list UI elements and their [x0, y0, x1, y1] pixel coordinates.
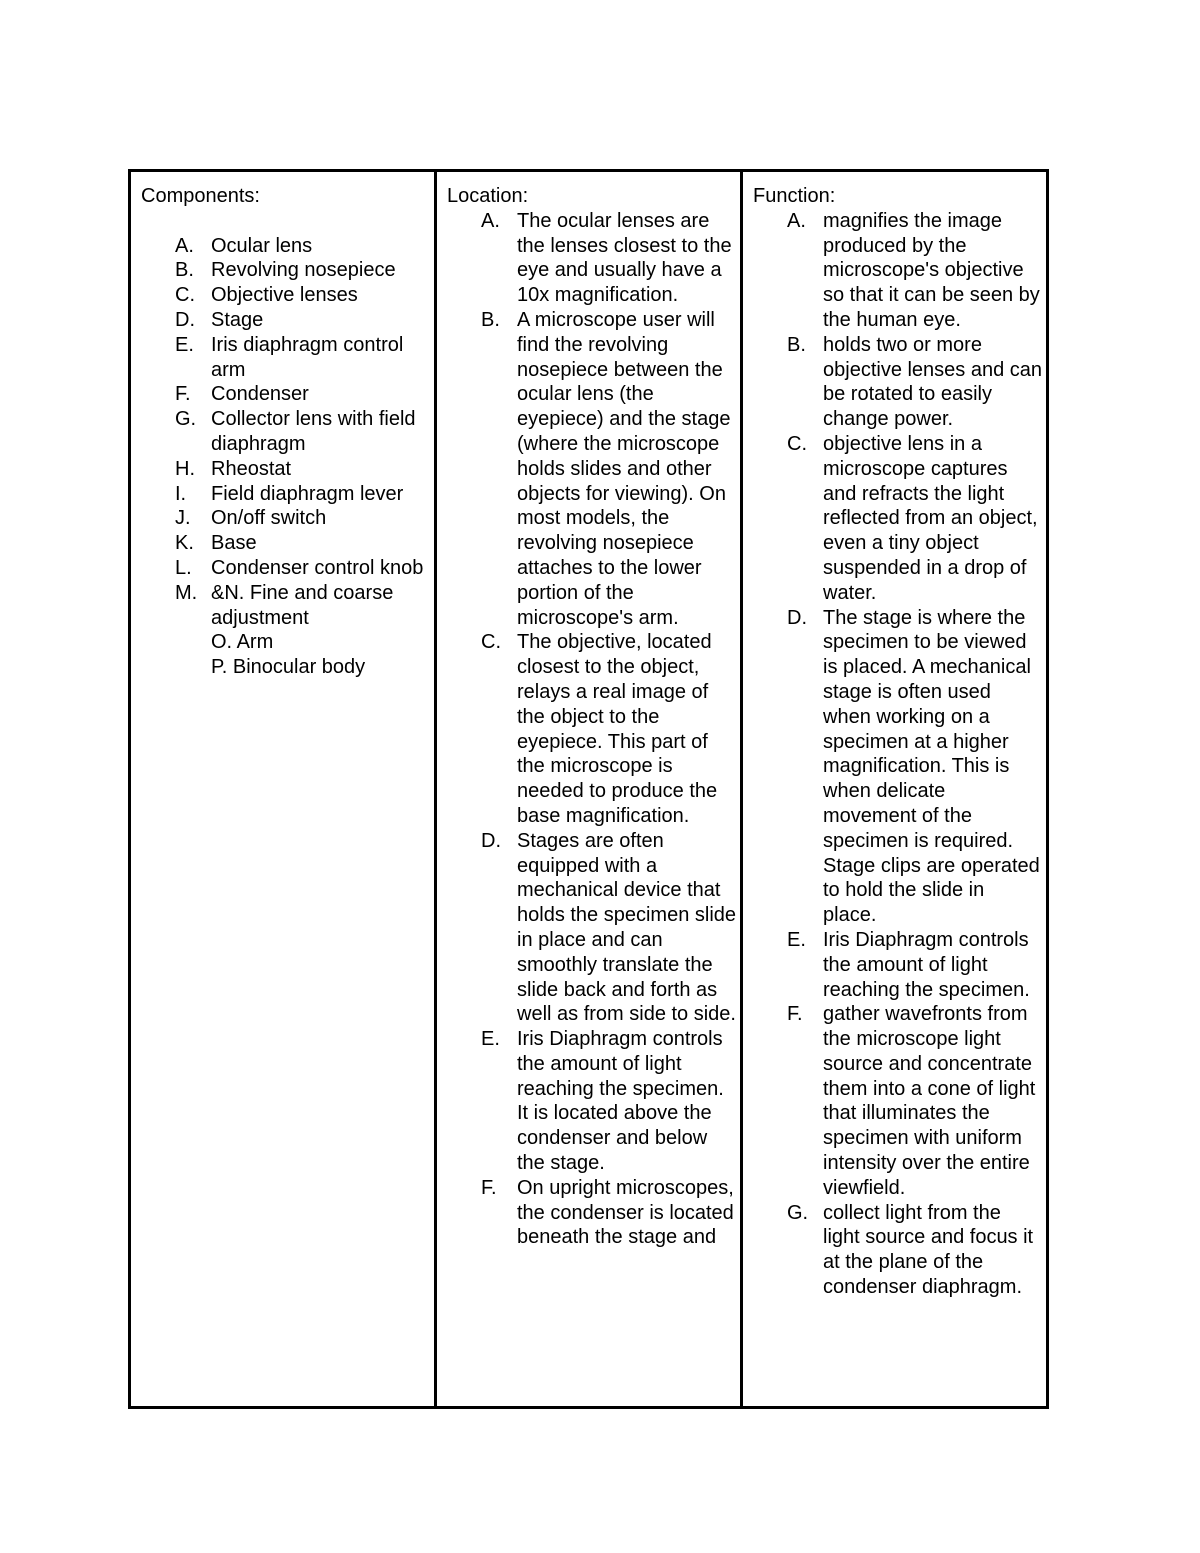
location-column: [437, 172, 743, 1406]
item-letter: A.: [175, 234, 194, 257]
microscope-parts-table: [128, 169, 1049, 1409]
item-letter: C.: [175, 284, 195, 307]
list-item: [141, 407, 434, 457]
item-text: Condenser: [211, 383, 309, 406]
function-heading: Function:: [753, 185, 836, 207]
list-item: [141, 457, 434, 482]
list-item: [753, 606, 1046, 928]
list-item: [447, 308, 740, 630]
list-item: [447, 209, 740, 308]
item-text: Objective lenses: [211, 284, 358, 307]
list-item: [753, 1201, 1046, 1300]
list-item: [447, 1027, 740, 1176]
item-letter: B.: [481, 308, 500, 331]
item-text: objective lens in a microscope captures and refracts the light reflected from an object, even a tiny object suspended in a drop of water.: [823, 432, 1038, 604]
item-text: magnifies the image produced by the microscope's objective so that it can be seen by the human eye.: [823, 209, 1040, 331]
location-list: [447, 209, 740, 1250]
item-letter: G.: [175, 408, 197, 431]
item-letter: E.: [175, 333, 194, 356]
list-item: [141, 382, 434, 407]
components-heading: Components:: [141, 185, 260, 207]
item-text: Ocular lens: [211, 234, 313, 257]
item-letter: B.: [787, 333, 806, 356]
item-text: gather wavefronts from the microscope light source and concentrate them into a cone of light that illuminates the specimen with uniform intensity over the entire viewfield.: [823, 1003, 1036, 1199]
list-item: [753, 1002, 1046, 1200]
item-letter: E.: [787, 928, 806, 951]
item-text: Iris Diaphragm controls the amount of light reaching the specimen.: [823, 928, 1030, 1001]
item-letter: H.: [175, 457, 195, 480]
item-letter: G.: [787, 1201, 809, 1224]
item-letter: D.: [481, 829, 501, 852]
item-letter: F.: [175, 383, 191, 406]
components-list: [141, 234, 434, 631]
list-item: [141, 581, 434, 631]
list-item: [141, 531, 434, 556]
item-letter: C.: [787, 432, 807, 455]
item-text: Field diaphragm lever: [211, 482, 404, 505]
location-heading: Location:: [447, 185, 529, 207]
item-text: Collector lens with field diaphragm: [211, 408, 416, 455]
item-letter: C.: [481, 631, 501, 654]
list-item: [753, 432, 1046, 606]
item-letter: F.: [787, 1003, 803, 1026]
item-text: On/off switch: [211, 507, 327, 530]
item-letter: M.: [175, 581, 198, 604]
item-text: The stage is where the specimen to be viewed is placed. A mechanical stage is often used when working on a specimen at a higher magnification. This is when delicate movement of the specimen is required. Stage clips are operated to hold the slide in place.: [823, 606, 1040, 927]
item-letter: B.: [175, 259, 194, 282]
blank-line: [141, 209, 434, 234]
item-letter: J.: [175, 507, 191, 530]
item-text: Iris Diaphragm controls the amount of light reaching the specimen. It is located above the condenser and below the stage.: [517, 1028, 724, 1175]
item-text: On upright microscopes, the condenser is located beneath the stage and: [517, 1176, 734, 1249]
item-text: Stage: [211, 308, 264, 331]
item-letter: L.: [175, 556, 192, 579]
item-letter: D.: [175, 308, 195, 331]
item-text: collect light from the light source and focus it at the plane of the condenser diaphragm.: [823, 1201, 1034, 1299]
item-text: Rheostat: [211, 457, 292, 480]
item-text: A microscope user will find the revolving nosepiece between the ocular lens (the eyepiece) and the stage (where the microscope holds slides and other objects for viewing). On most models, the revolving nosepiece attaches to the lower portion of the microscope's arm.: [517, 308, 731, 629]
components-column: [131, 172, 437, 1406]
item-text: holds two or more objective lenses and can be rotated to easily change power.: [823, 333, 1043, 431]
list-item: [141, 258, 434, 283]
component-extra-arm: O. Arm: [211, 631, 274, 654]
item-text: Revolving nosepiece: [211, 259, 396, 282]
list-item: [447, 630, 740, 828]
list-item: [141, 482, 434, 507]
item-text: Condenser control knob: [211, 556, 424, 579]
item-letter: A.: [481, 209, 500, 232]
list-item: [753, 333, 1046, 432]
item-letter: E.: [481, 1028, 500, 1051]
item-text: The ocular lenses are the lenses closest to the eye and usually have a 10x magnification.: [517, 209, 732, 307]
list-item: [141, 333, 434, 383]
list-item: [141, 283, 434, 308]
function-column: [743, 172, 1046, 1406]
item-text: The objective, located closest to the object, relays a real image of the object to the eyepiece. This part of the microscope is needed to produce the base magnification.: [517, 631, 718, 827]
list-item: [447, 829, 740, 1027]
item-text: Stages are often equipped with a mechanical device that holds the specimen slide in place and can smoothly translate the slide back and forth as well as from side to side.: [517, 829, 737, 1026]
item-letter: K.: [175, 532, 194, 555]
list-item: [447, 1176, 740, 1250]
item-text: &N. Fine and coarse adjustment: [211, 581, 394, 629]
component-extra-binocular-body: P. Binocular body: [211, 656, 366, 679]
item-letter: I.: [175, 482, 187, 505]
list-item: [753, 209, 1046, 333]
item-letter: F.: [481, 1176, 497, 1199]
list-item: [141, 234, 434, 259]
item-letter: D.: [787, 606, 807, 629]
list-item: [141, 308, 434, 333]
list-item: [753, 928, 1046, 1002]
list-item: [141, 506, 434, 531]
function-list: [753, 209, 1046, 1300]
item-letter: A.: [787, 209, 806, 232]
item-text: Iris diaphragm control arm: [211, 333, 404, 381]
list-item: [141, 556, 434, 581]
item-text: Base: [211, 532, 257, 555]
